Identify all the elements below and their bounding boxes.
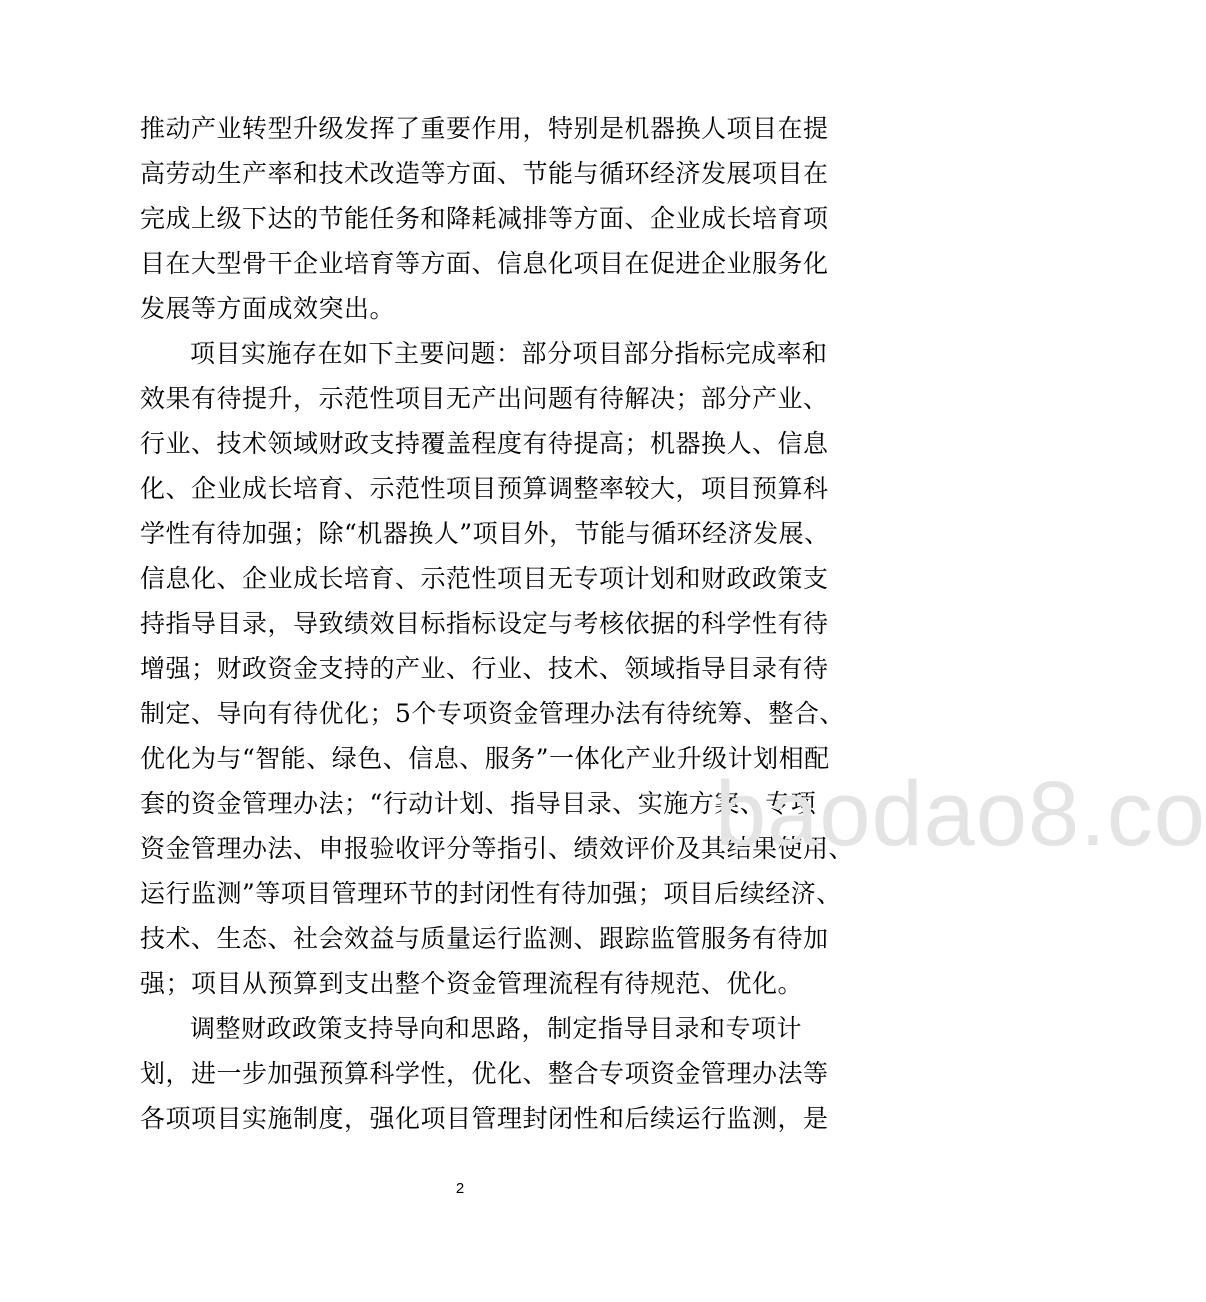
paragraph-3-line-3: 各项项目实施制度，强化项目管理封闭性和后续运行监测，是 [140, 1104, 829, 1133]
watermark-text: baodao8.co [715, 763, 1206, 865]
paragraph-2-line-8: 增强；财政资金支持的产业、行业、技术、领域指导目录有待 [140, 654, 829, 683]
paragraph-1-line-4: 目在大型骨干企业培育等方面、信息化项目在促进企业服务化 [140, 249, 829, 278]
paragraph-1-line-3: 完成上级下达的节能任务和降耗减排等方面、企业成长培育项 [140, 204, 829, 233]
paragraph-2-line-3: 行业、技术领域财政支持覆盖程度有待提高；机器换人、信息 [140, 429, 829, 458]
paragraph-1-line-1: 推动产业转型升级发挥了重要作用，特别是机器换人项目在提 [140, 114, 829, 143]
paragraph-2-line-13: 运行监测”等项目管理环节的封闭性有待加强；项目后续经济、 [140, 879, 842, 908]
page-number: 2 [455, 1180, 465, 1197]
paragraph-2-line-12: 资金管理办法、申报验收评分等指引、绩效评价及其结果使用、 [140, 834, 855, 863]
paragraph-3-line-1: 调整财政政策支持导向和思路，制定指导目录和专项计 [190, 1014, 803, 1043]
paragraph-2-line-15: 强；项目从预算到支出整个资金管理流程有待规范、优化。 [140, 969, 804, 998]
paragraph-2-line-5: 学性有待加强；除“机器换人”项目外，节能与循环经济发展、 [140, 519, 830, 548]
paragraph-2-line-6: 信息化、企业成长培育、示范性项目无专项计划和财政政策支 [140, 564, 829, 593]
paragraph-2-line-2: 效果有待提升，示范性项目无产出问题有待解决；部分产业、 [140, 384, 829, 413]
paragraph-2-line-9: 制定、导向有待优化；5个专项资金管理办法有待统筹、整合、 [140, 699, 845, 728]
paragraph-2-line-10: 优化为与“智能、绿色、信息、服务”一体化产业升级计划相配 [140, 744, 830, 773]
paragraph-1-line-5: 发展等方面成效突出。 [140, 294, 396, 323]
paragraph-1-line-2: 高劳动生产率和技术改造等方面、节能与循环经济发展项目在 [140, 159, 829, 188]
paragraph-2-line-11: 套的资金管理办法；“行动计划、指导目录、实施方案、专项 [140, 789, 817, 818]
paragraph-2-line-7: 持指导目录，导致绩效目标指标设定与考核依据的科学性有待 [140, 609, 829, 638]
paragraph-2-line-14: 技术、生态、社会效益与质量运行监测、跟踪监管服务有待加 [140, 924, 829, 953]
paragraph-2-line-1: 项目实施存在如下主要问题：部分项目部分指标完成率和 [190, 339, 828, 368]
paragraph-2-line-4: 化、企业成长培育、示范性项目预算调整率较大，项目预算科 [140, 474, 829, 503]
paragraph-3-line-2: 划，进一步加强预算科学性，优化、整合专项资金管理办法等 [140, 1059, 829, 1088]
